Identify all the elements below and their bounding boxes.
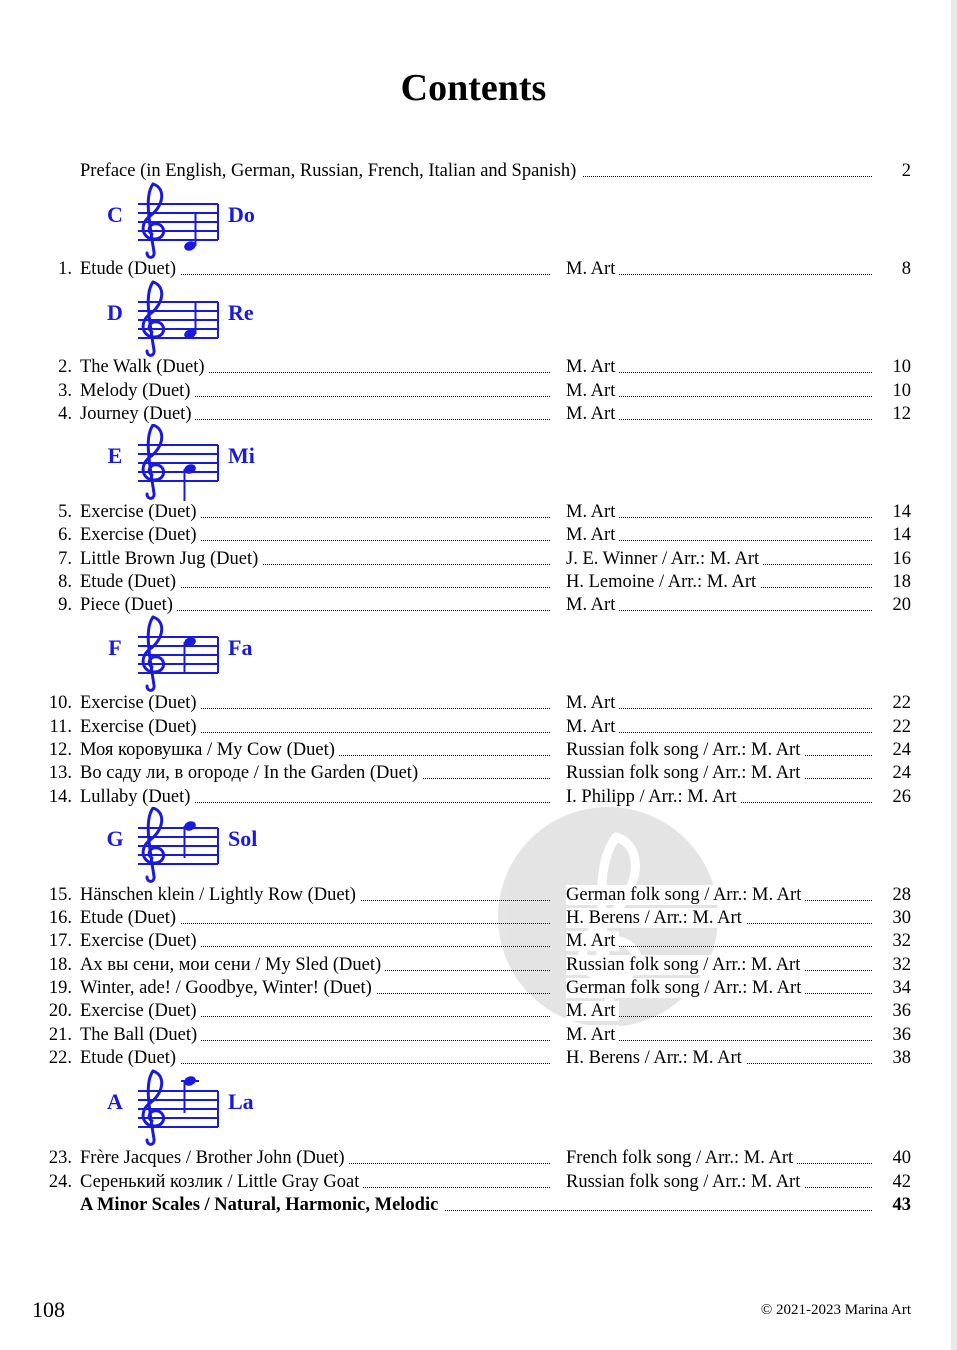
key-letter: F [108, 635, 122, 660]
entry-number: 17. [48, 931, 72, 951]
entry-author [566, 762, 872, 784]
entry-author [566, 930, 872, 952]
entry-number: 3. [58, 381, 72, 401]
entry-title [80, 1171, 550, 1193]
treble-clef-staff-icon [136, 182, 222, 262]
entry-title-text: Exercise (Duet) [80, 502, 201, 522]
entry-author [566, 954, 872, 976]
entry-author [566, 571, 872, 593]
entry-number: 18. [48, 955, 72, 975]
toc-row[interactable] [0, 884, 957, 906]
toc-row[interactable] [0, 594, 957, 616]
entry-author-text: H. Berens / Arr.: M. Art [566, 1048, 746, 1068]
entry-title-text: Exercise (Duet) [80, 717, 201, 737]
toc-row[interactable] [0, 907, 957, 929]
page-number-cell: 32 [892, 955, 911, 975]
entry-author-text: Russian folk song / Arr.: M. Art [566, 1172, 804, 1192]
entry-title-text: Etude (Duet) [80, 1048, 180, 1068]
toc-row[interactable] [0, 954, 957, 976]
entry-title [80, 524, 550, 546]
page-number-cell: 24 [892, 740, 911, 760]
treble-clef-staff-icon [136, 280, 222, 360]
entry-number: 11. [49, 717, 72, 737]
entry-title-text: Exercise (Duet) [80, 693, 201, 713]
entry-author [566, 739, 872, 761]
entry-title [80, 907, 550, 929]
toc-row[interactable] [0, 258, 957, 280]
entry-title-text: Ах вы сени, мои сени / My Sled (Duet) [80, 955, 385, 975]
page-number-cell: 34 [892, 978, 911, 998]
entry-title [80, 739, 550, 761]
entry-author-text: German folk song / Arr.: M. Art [566, 885, 805, 905]
toc-row[interactable] [0, 930, 957, 952]
entry-author-text: M. Art [566, 381, 619, 401]
entry-author [566, 884, 872, 906]
entry-title [80, 1000, 550, 1022]
entry-author-text: H. Berens / Arr.: M. Art [566, 908, 746, 928]
entry-title [80, 403, 550, 425]
treble-clef-staff-icon [136, 1069, 222, 1149]
entry-number: 22. [48, 1048, 72, 1068]
page-number-cell: 14 [892, 502, 911, 522]
key-letter: G [106, 826, 124, 851]
entry-title-text: Melody (Duet) [80, 381, 194, 401]
entry-number: 1. [58, 259, 72, 279]
toc-row[interactable] [0, 380, 957, 402]
entry-author-text: M. Art [566, 259, 619, 279]
entry-number: 5. [58, 502, 72, 522]
entry-title [80, 954, 550, 976]
entry-author [566, 548, 872, 570]
entry-author [566, 786, 872, 808]
toc-row[interactable] [0, 762, 957, 784]
toc-row[interactable] [0, 1147, 957, 1169]
toc-row[interactable] [0, 356, 957, 378]
entry-title-text: Piece (Duet) [80, 595, 177, 615]
entry-title-text: Серенький козлик / Little Gray Goat [80, 1172, 363, 1192]
key-header [0, 280, 400, 360]
entry-author-text: H. Lemoine / Arr.: M. Art [566, 572, 760, 592]
entry-author [566, 380, 872, 402]
entry-title [80, 884, 550, 906]
entry-author-text: French folk song / Arr.: M. Art [566, 1148, 797, 1168]
page-number-cell: 22 [892, 717, 911, 737]
entry-author [566, 977, 872, 999]
entry-title [80, 571, 550, 593]
key-header [0, 615, 400, 695]
entry-author-text: M. Art [566, 1001, 619, 1021]
entry-author-text: M. Art [566, 1025, 619, 1045]
key-header [0, 1069, 400, 1149]
toc-row[interactable] [0, 977, 957, 999]
page-number-cell: 28 [892, 885, 911, 905]
entry-author [566, 692, 872, 714]
toc-row-scales[interactable] [0, 1194, 957, 1216]
key-header [0, 182, 400, 262]
key-letter: E [107, 443, 123, 468]
entry-number: 10. [48, 693, 72, 713]
entry-author-text: M. Art [566, 502, 619, 522]
page-number-cell: 24 [892, 763, 911, 783]
entry-author-text: M. Art [566, 404, 619, 424]
page-number-cell: 10 [892, 357, 911, 377]
key-letter: D [107, 300, 123, 325]
entry-title [80, 258, 550, 280]
entry-author-text: M. Art [566, 931, 619, 951]
entry-author [566, 1000, 872, 1022]
key-solfege: Fa [228, 635, 253, 660]
page-number-cell: 32 [892, 931, 911, 951]
key-letter: C [107, 202, 123, 227]
page-number-cell: 38 [892, 1048, 911, 1068]
entry-number: 14. [48, 787, 72, 807]
entry-title [80, 380, 550, 402]
entry-author [566, 524, 872, 546]
entry-title [80, 1147, 550, 1169]
entry-number: 13. [48, 763, 72, 783]
entry-title [80, 356, 550, 378]
entry-number: 19. [48, 978, 72, 998]
page-number-cell: 22 [892, 693, 911, 713]
toc-row[interactable] [0, 524, 957, 546]
page-number: 108 [32, 1297, 65, 1322]
entry-author-text: M. Art [566, 717, 619, 737]
page-number-cell: 12 [892, 404, 911, 424]
entry-title-text: Little Brown Jug (Duet) [80, 549, 262, 569]
entry-number: 8. [58, 572, 72, 592]
entry-title [80, 786, 550, 808]
entry-author-text: M. Art [566, 693, 619, 713]
entry-title-text: Etude (Duet) [80, 572, 180, 592]
entry-title-text: Exercise (Duet) [80, 1001, 201, 1021]
page-number-cell: 8 [901, 259, 911, 279]
entry-number: 16. [48, 908, 72, 928]
entry-title [80, 1047, 550, 1069]
toc-row[interactable] [0, 1024, 957, 1046]
page-number-cell: 20 [892, 595, 911, 615]
entry-author-text: M. Art [566, 357, 619, 377]
entry-author [566, 1047, 872, 1069]
entry-title-text: The Walk (Duet) [80, 357, 209, 377]
entry-author [566, 716, 872, 738]
toc-row[interactable] [0, 1171, 957, 1193]
key-solfege: Mi [228, 443, 255, 468]
toc-row[interactable] [0, 692, 957, 714]
page-number-cell: 36 [892, 1025, 911, 1045]
toc-row[interactable] [0, 571, 957, 593]
key-solfege: Sol [228, 826, 258, 851]
key-header [0, 423, 400, 503]
entry-author-text: Russian folk song / Arr.: M. Art [566, 763, 804, 783]
entry-title-text: The Ball (Duet) [80, 1025, 201, 1045]
page-number-cell: 16 [892, 549, 911, 569]
preface-title [80, 160, 872, 182]
entry-number: 23. [48, 1148, 72, 1168]
entry-author [566, 356, 872, 378]
entry-title-text: Моя коровушка / My Cow (Duet) [80, 740, 339, 760]
entry-number: 15. [48, 885, 72, 905]
entry-title-text: Exercise (Duet) [80, 931, 201, 951]
entry-title [80, 548, 550, 570]
entry-number: 4. [58, 404, 72, 424]
entry-author-text: I. Philipp / Arr.: M. Art [566, 787, 741, 807]
entry-title-text: Lullaby (Duet) [80, 787, 194, 807]
entry-author-text: M. Art [566, 525, 619, 545]
page-title: Contents [400, 67, 547, 109]
key-letter: A [107, 1089, 123, 1114]
entry-title [80, 692, 550, 714]
entry-title-text: Frère Jacques / Brother John (Duet) [80, 1148, 349, 1168]
key-solfege: Re [228, 300, 254, 325]
entry-author [566, 594, 872, 616]
entry-author-text: J. E. Winner / Arr.: M. Art [566, 549, 763, 569]
toc-row[interactable] [0, 739, 957, 761]
entry-number: 24. [48, 1172, 72, 1192]
entry-author [566, 1147, 872, 1169]
scales-title-text: A Minor Scales / Natural, Harmonic, Melodic [80, 1195, 444, 1215]
page-number-cell: 30 [892, 908, 911, 928]
entry-title [80, 501, 550, 523]
page-number-cell: 10 [892, 381, 911, 401]
key-solfege: Do [228, 202, 255, 227]
entry-number: 6. [58, 525, 72, 545]
entry-title [80, 762, 550, 784]
page-number-cell: 14 [892, 525, 911, 545]
treble-clef-staff-icon [136, 423, 222, 503]
toc-row[interactable] [0, 716, 957, 738]
entry-number: 20. [48, 1001, 72, 1021]
page-number-cell: 42 [892, 1172, 911, 1192]
entry-number: 9. [58, 595, 72, 615]
entry-title-text: Exercise (Duet) [80, 525, 201, 545]
page-number-cell: 40 [892, 1148, 911, 1168]
entry-author [566, 907, 872, 929]
treble-clef-staff-icon [136, 806, 222, 886]
toc-row[interactable] [0, 1047, 957, 1069]
key-header [0, 806, 400, 886]
entry-number: 12. [48, 740, 72, 760]
page-number-cell: 36 [892, 1001, 911, 1021]
entry-title [80, 930, 550, 952]
page-number-cell: 26 [892, 787, 911, 807]
entry-title-text: Etude (Duet) [80, 908, 180, 928]
entry-author [566, 1024, 872, 1046]
page-number-cell: 43 [892, 1195, 911, 1215]
key-solfege: La [228, 1089, 254, 1114]
treble-clef-staff-icon [136, 615, 222, 695]
preface-title-text: Preface (in English, German, Russian, French, Italian and Spanish) [80, 161, 582, 181]
toc-row[interactable] [0, 1000, 957, 1022]
entry-author [566, 403, 872, 425]
entry-title-text: Во саду ли, в огороде / In the Garden (Duet) [80, 763, 422, 783]
entry-title-text: Journey (Duet) [80, 404, 195, 424]
toc-row[interactable] [0, 501, 957, 523]
entry-title-text: Winter, ade! / Goodbye, Winter! (Duet) [80, 978, 376, 998]
toc-row-preface[interactable] [0, 160, 957, 182]
entry-title [80, 716, 550, 738]
page-number-cell: 2 [901, 161, 911, 181]
entry-number: 7. [58, 549, 72, 569]
entry-author-text: M. Art [566, 595, 619, 615]
toc-row[interactable] [0, 403, 957, 425]
entry-number: 2. [58, 357, 72, 377]
entry-title-text: Hänschen klein / Lightly Row (Duet) [80, 885, 360, 905]
page-number-cell: 18 [892, 572, 911, 592]
entry-author-text: Russian folk song / Arr.: M. Art [566, 740, 804, 760]
toc-row[interactable] [0, 786, 957, 808]
entry-author-text: Russian folk song / Arr.: M. Art [566, 955, 804, 975]
entry-author-text: German folk song / Arr.: M. Art [566, 978, 805, 998]
entry-author [566, 501, 872, 523]
entry-title [80, 977, 550, 999]
entry-title [80, 1024, 550, 1046]
toc-row[interactable] [0, 548, 957, 570]
entry-title-text: Etude (Duet) [80, 259, 180, 279]
entry-number: 21. [48, 1025, 72, 1045]
entry-author [566, 1171, 872, 1193]
copyright: © 2021-2023 Marina Art [760, 1302, 911, 1318]
entry-title [80, 594, 550, 616]
entry-author [566, 258, 872, 280]
scales-title [80, 1194, 872, 1216]
